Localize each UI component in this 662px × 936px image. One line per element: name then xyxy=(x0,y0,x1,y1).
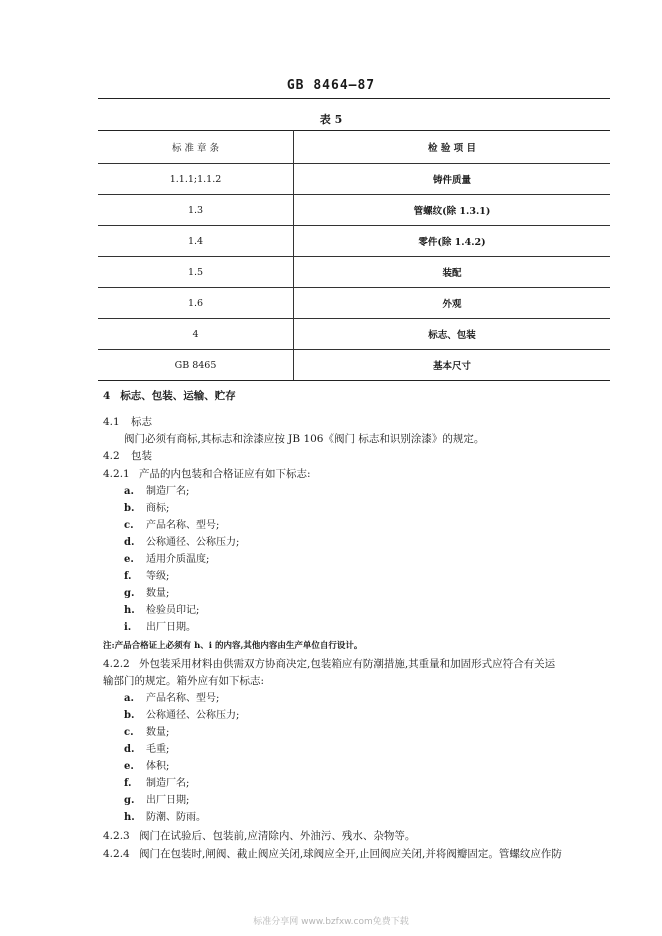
list-item xyxy=(124,811,206,825)
table-cell-item: 零件(除 1.4.2) xyxy=(294,226,611,257)
table-cell-clause: 1.6 xyxy=(98,288,294,319)
list-item xyxy=(124,536,239,550)
list-item xyxy=(124,502,169,516)
table-row xyxy=(98,164,610,195)
watermark-footer: 标准分享网 www.bzfxw.com免费下载 xyxy=(253,917,409,927)
clause-text: 外包装采用材料由供需双方协商决定,包装箱应有防潮措施,其重量和加固形式应符合有关运 xyxy=(139,658,556,670)
list-item-label: b. xyxy=(124,503,135,514)
clause-title: 包装 xyxy=(131,450,152,462)
list-item-label: c. xyxy=(124,727,134,738)
clause-4-2-2-continuation: 输部门的规定。箱外应有如下标志: xyxy=(103,675,265,687)
table-cell-item: 外观 xyxy=(294,288,611,319)
list-item-text: 产品名称、型号; xyxy=(146,520,220,531)
list-item-label: d. xyxy=(124,537,135,548)
header-rule xyxy=(98,98,610,99)
list-item-label: c. xyxy=(124,520,134,531)
table-cell-clause: 1.5 xyxy=(98,257,294,288)
column-header-item: 检 验 项 目 xyxy=(294,131,611,164)
clause-title: 标志 xyxy=(131,416,152,428)
list-item xyxy=(124,553,209,567)
list-item-text: 商标; xyxy=(146,503,170,514)
table-row xyxy=(98,195,610,226)
clause-number: 4.1 xyxy=(103,416,120,428)
table-cell-item: 管螺纹(除 1.3.1) xyxy=(294,195,611,226)
clause-text: 产品的内包装和合格证应有如下标志: xyxy=(139,468,311,480)
table-header-row xyxy=(98,131,610,164)
list-item-text: 数量; xyxy=(146,727,170,738)
list-item-text: 检验员印记; xyxy=(146,605,200,616)
table-cell-clause: 1.4 xyxy=(98,226,294,257)
list-item-label: a. xyxy=(124,486,134,497)
list-item-label: a. xyxy=(124,693,134,704)
table-row xyxy=(98,257,610,288)
table-cell-clause: 1.1.1;1.1.2 xyxy=(98,164,294,195)
list-item-label: g. xyxy=(124,588,135,599)
list-item-text: 出厂日期。 xyxy=(146,622,196,633)
standard-code-header: GB 8464—87 xyxy=(286,78,376,93)
table-cell-clause: 1.3 xyxy=(98,195,294,226)
list-item-text: 公称通径、公称压力; xyxy=(146,710,240,721)
list-item xyxy=(124,604,199,618)
section-number: 4 xyxy=(103,390,111,402)
list-item-text: 产品名称、型号; xyxy=(146,693,220,704)
table-row xyxy=(98,319,610,350)
list-item-text: 制造厂名; xyxy=(146,778,190,789)
list-item-text: 毛重; xyxy=(146,744,170,755)
table-note: 注:产品合格证上必须有 h、i 的内容,其他内容由生产单位自行设计。 xyxy=(103,641,363,651)
table-cell-item: 装配 xyxy=(294,257,611,288)
list-item-text: 数量; xyxy=(146,588,170,599)
list-item xyxy=(124,709,239,723)
table-cell-item: 铸件质量 xyxy=(294,164,611,195)
list-item-label: g. xyxy=(124,795,135,806)
list-item xyxy=(124,777,189,791)
list-item-text: 公称通径、公称压力; xyxy=(146,537,240,548)
clause-text: 阀门在包装时,闸阀、截止阀应关闭,球阀应全开,止回阀应关闭,并将阀瓣固定。管螺纹应作防 xyxy=(139,848,562,860)
clause-number: 4.2 xyxy=(103,450,120,462)
list-item-label: f. xyxy=(124,571,132,582)
clause-number: 4.2.1 xyxy=(103,468,130,480)
clause-4-2-4 xyxy=(103,847,562,861)
list-item-text: 出厂日期; xyxy=(146,795,190,806)
clause-number: 4.2.4 xyxy=(103,848,130,860)
table-row xyxy=(98,288,610,319)
clause-4-1-heading xyxy=(103,415,152,429)
list-item xyxy=(124,692,219,706)
table-cell-item: 基本尺寸 xyxy=(294,350,611,381)
table-row xyxy=(98,226,610,257)
list-item xyxy=(124,760,169,774)
list-item-label: h. xyxy=(124,605,135,616)
inspection-table xyxy=(98,130,610,381)
list-item-text: 适用介质温度; xyxy=(146,554,210,565)
list-item-label: e. xyxy=(124,554,134,565)
list-item-text: 等级; xyxy=(146,571,170,582)
table-cell-clause: GB 8465 xyxy=(98,350,294,381)
table-title: 表 5 xyxy=(319,113,343,126)
clause-number: 4.2.2 xyxy=(103,658,130,670)
clause-text: 阀门在试验后、包装前,应清除内、外油污、残水、杂物等。 xyxy=(139,830,416,842)
list-item xyxy=(124,485,189,499)
clause-4-2-heading xyxy=(103,449,152,463)
list-item xyxy=(124,570,169,584)
table-cell-item: 标志、包装 xyxy=(294,319,611,350)
list-item-label: f. xyxy=(124,778,132,789)
list-item-label: h. xyxy=(124,812,135,823)
list-item-label: b. xyxy=(124,710,135,721)
list-item-label: d. xyxy=(124,744,135,755)
list-item xyxy=(124,726,169,740)
list-item-label: e. xyxy=(124,761,134,772)
list-item xyxy=(124,743,169,757)
list-item-text: 防潮、防雨。 xyxy=(146,812,206,823)
table-row xyxy=(98,350,610,381)
list-item-text: 制造厂名; xyxy=(146,486,190,497)
column-header-clause: 标 准 章 条 xyxy=(98,131,294,164)
list-item xyxy=(124,519,219,533)
section-4-heading xyxy=(103,389,236,403)
table-cell-clause: 4 xyxy=(98,319,294,350)
clause-4-2-1 xyxy=(103,467,311,481)
section-title: 标志、包装、运输、贮存 xyxy=(120,390,236,402)
clause-4-2-3 xyxy=(103,829,415,843)
clause-4-1-text: 阀门必须有商标,其标志和涂漆应按 JB 106《阀门 标志和识别涂漆》的规定。 xyxy=(124,433,485,445)
list-item xyxy=(124,587,169,601)
list-item-text: 体积; xyxy=(146,761,170,772)
list-item xyxy=(124,621,196,635)
clause-4-2-2 xyxy=(103,657,555,671)
list-item xyxy=(124,794,189,808)
clause-number: 4.2.3 xyxy=(103,830,130,842)
list-item-label: i. xyxy=(124,622,132,633)
